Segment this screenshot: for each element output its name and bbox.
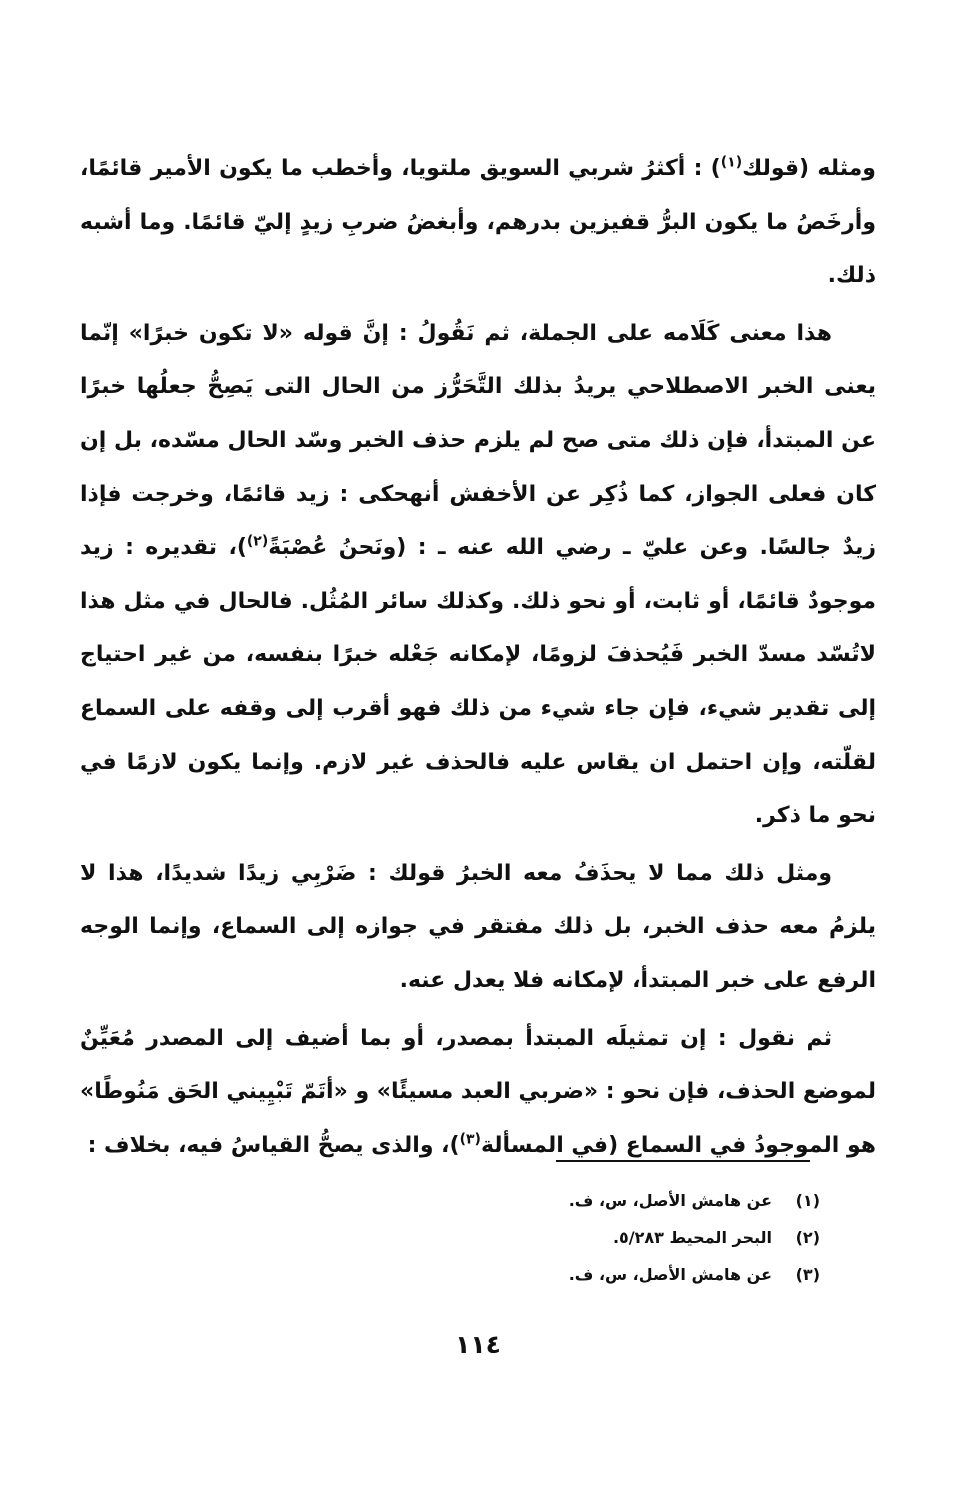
paragraph-1 xyxy=(80,142,876,303)
footnote-1 xyxy=(360,1182,820,1219)
paragraph-4-text-a: ثم نقول : إن تمثيلَه المبتدأ بمصدر، أو بما أضيف إلى المصدر مُعَيِّنٌ لموضع الحذف، فإن نحو : «ضربي العبد مسيئًا» و «أتَمّ تَبْيِيني الحَق مَنُوطًا» هو الموجودُ في السماع (في المسألة xyxy=(80,1025,876,1158)
footnote-ref-1: (١) xyxy=(720,154,743,171)
footnote-2 xyxy=(360,1219,820,1256)
paragraph-1-text-a: ومثله (قولك xyxy=(742,156,876,181)
paragraph-3 xyxy=(80,847,876,1008)
footnote-number: (٢) xyxy=(795,1228,820,1247)
main-text xyxy=(80,142,876,1172)
footnote-number: (١) xyxy=(795,1191,820,1210)
page-number: ١١٤ xyxy=(455,1330,501,1359)
paragraph-2-text-b: )، تقديره : زيد موجودٌ قائمًا، أو ثابت، أو نحو ذلك. وكذلك سائر المُثُل. فالحال في مثل هذا لاتُسّد مسدّ الخبر فَيُحذفَ لزومًا، لإمكانه جَعْله خبرًا بنفسه، من غير احتياج إلى تقدير شيء، فإن جاء شيء من ذلك فهو أقرب إلى وقفه على السماع لقلّته، وإن احتمل ان يقاس عليه فالحذف غير لازم. وإنما يكون لازمًا في نحو ما ذكر. xyxy=(80,535,876,829)
footnote-ref-3: (٣) xyxy=(459,1131,481,1148)
footnote-text: البحر المحيط ٥/٢٨٣. xyxy=(612,1228,772,1247)
paragraph-1-text-b: ) : أكثرُ شربي السويق ملتويا، وأخطب ما يكون الأمير قائمًا، وأرخَصُ ما يكون البرُّ قفيزين بدرهم، وأبغضُ ضربِ زيدٍ إليّ قائمًا. وما أشبه ذلك. xyxy=(80,156,876,289)
footnote-text: عن هامش الأصل، س، ف. xyxy=(568,1265,772,1284)
footnote-3 xyxy=(360,1256,820,1293)
paragraph-3-text: ومثل ذلك مما لا يحذَفُ معه الخبرُ قولك : ضَرْبِي زيدًا شديدًا، هذا لا يلزمُ معه حذف الخبر، بل ذلك مفتقر في جوازه إلى السماع، وإنما الوجه الرفع على خبر المبتدأ، لإمكانه فلا يعدل عنه. xyxy=(80,860,876,993)
footnote-ref-2: (٢) xyxy=(246,533,269,550)
paragraph-4 xyxy=(80,1012,876,1173)
paragraph-4-text-b: )، والذى يصحُّ القياسُ فيه، بخلاف : xyxy=(87,1132,460,1158)
footnote-number: (٣) xyxy=(795,1265,820,1284)
paragraph-2-text-a: هذا معنى كَلَامه على الجملة، ثم نَقُولُ : إنَّ قوله «لا تكون خبرًا» إنّما يعنى الخبر الاصطلاحي يريدُ بذلك التَّحَرُّز من الحال التى يَصِحُّ جعلُها خبرًا عن المبتدأ، فإن ذلك متى صح لم يلزم حذف الخبر وسّد الحال مسّده، بل إن كان فعلى الجواز، كما ذُكِر عن الأخفش أنهحكى : زيد قائمًا، وخرجت فإذا زيدٌ جالسًا. وعن عليّ ـ رضي الله عنه ـ : (ونَحنُ عُصْبَةً xyxy=(80,320,876,561)
footnote-text: عن هامش الأصل، س، ف. xyxy=(568,1191,772,1210)
footnotes xyxy=(360,1182,820,1293)
footnote-divider xyxy=(556,1160,810,1162)
paragraph-2 xyxy=(80,307,876,843)
